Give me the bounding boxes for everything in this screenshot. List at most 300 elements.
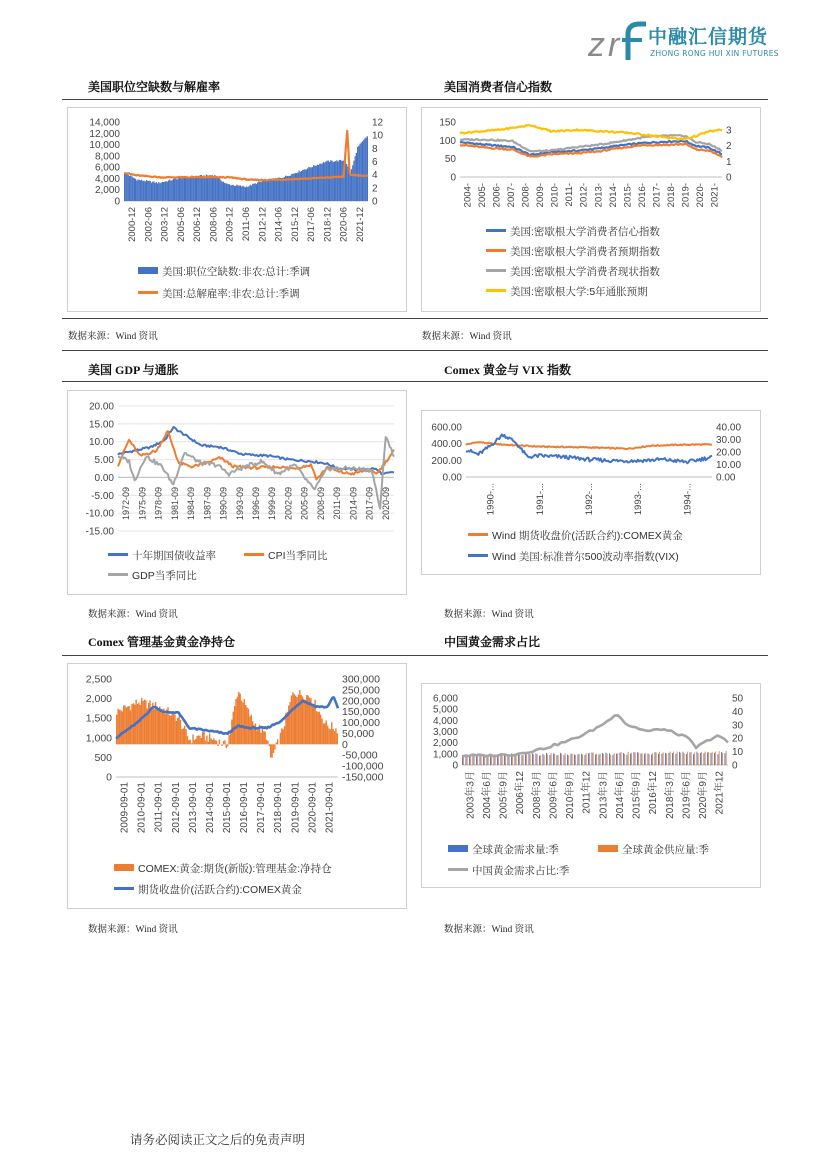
bar bbox=[181, 729, 182, 744]
x-tick-label: 2006年12 bbox=[515, 771, 527, 815]
bar bbox=[222, 182, 223, 201]
bar bbox=[366, 137, 367, 201]
bar bbox=[170, 716, 171, 745]
x-tick-label: 2003-12 bbox=[159, 207, 171, 242]
bar bbox=[185, 176, 186, 201]
bar bbox=[312, 167, 313, 201]
bar bbox=[205, 741, 206, 745]
bar bbox=[581, 754, 582, 765]
y-tick-label: 0 bbox=[452, 760, 458, 772]
bar bbox=[179, 177, 180, 201]
bar bbox=[588, 753, 589, 765]
x-tick-label: 1993-09 bbox=[234, 487, 245, 521]
bar bbox=[279, 178, 280, 201]
bar bbox=[252, 721, 253, 744]
bar bbox=[335, 728, 336, 744]
bar bbox=[175, 179, 176, 201]
bar bbox=[215, 740, 216, 744]
bar bbox=[187, 177, 188, 201]
y-tick-label: 0 bbox=[106, 771, 112, 784]
bar bbox=[169, 179, 170, 201]
bar bbox=[666, 754, 667, 765]
bar bbox=[582, 755, 583, 765]
y2-tick-label: 50,000 bbox=[342, 727, 375, 740]
bar bbox=[335, 161, 336, 201]
bar bbox=[308, 167, 309, 201]
bar bbox=[317, 165, 318, 201]
bar bbox=[246, 708, 247, 745]
x-tick-label: 2006- bbox=[491, 183, 503, 208]
bar bbox=[676, 754, 677, 765]
bar bbox=[363, 140, 364, 201]
x-tick-label: 2019-09-01 bbox=[290, 782, 302, 834]
bar bbox=[229, 184, 230, 201]
bar bbox=[184, 726, 185, 745]
bar bbox=[277, 178, 278, 201]
bar bbox=[536, 753, 537, 765]
y-tick-label: 2,000 bbox=[432, 738, 458, 750]
bar bbox=[213, 738, 214, 744]
bar bbox=[270, 744, 271, 757]
bar bbox=[165, 714, 166, 745]
bar bbox=[144, 181, 145, 201]
x-tick-label: 2014-06 bbox=[273, 207, 285, 242]
y2-tick-label: 6 bbox=[372, 157, 378, 168]
y-tick-label: 0 bbox=[114, 196, 120, 208]
bar bbox=[346, 164, 347, 201]
y2-tick-label: 30.00 bbox=[716, 435, 742, 446]
bar bbox=[156, 182, 157, 201]
bar bbox=[153, 709, 154, 744]
bar bbox=[146, 180, 147, 201]
bar bbox=[321, 719, 322, 745]
bar bbox=[353, 161, 354, 201]
bar bbox=[202, 176, 203, 201]
bar bbox=[602, 753, 603, 765]
bar bbox=[339, 160, 340, 201]
y2-tick-label: 10 bbox=[732, 747, 744, 759]
y2-tick-label: 0 bbox=[732, 760, 738, 772]
bar bbox=[208, 176, 209, 201]
bar bbox=[152, 182, 153, 201]
bar bbox=[658, 754, 659, 765]
y-tick-label: 5,000 bbox=[432, 704, 458, 716]
bar bbox=[141, 698, 142, 745]
x-tick-label: 2008-06 bbox=[208, 207, 220, 242]
bar bbox=[151, 708, 152, 745]
y2-tick-label: 20.00 bbox=[716, 447, 742, 459]
bar bbox=[670, 752, 671, 765]
bar bbox=[526, 753, 527, 765]
bar bbox=[191, 176, 192, 201]
bar bbox=[253, 184, 254, 201]
bar bbox=[201, 738, 202, 744]
x-tick-label: 2011- bbox=[564, 183, 576, 207]
bar bbox=[523, 754, 524, 765]
bar bbox=[529, 754, 530, 765]
bar bbox=[142, 181, 143, 201]
bar bbox=[303, 170, 304, 201]
bar bbox=[620, 753, 621, 765]
y-tick-label: 500 bbox=[94, 751, 112, 764]
x-tick-label: 2019- bbox=[680, 183, 692, 208]
y2-tick-label: -50,000 bbox=[342, 749, 378, 762]
chart-china-gold bbox=[422, 684, 760, 887]
x-tick-label: 2014-09-01 bbox=[204, 782, 216, 834]
bar bbox=[340, 160, 341, 201]
bar bbox=[149, 700, 150, 744]
bar bbox=[593, 753, 594, 765]
x-tick-label: 1994-... bbox=[682, 483, 694, 516]
y2-tick-label: 40 bbox=[732, 706, 744, 718]
bar bbox=[181, 178, 182, 201]
bar bbox=[195, 176, 196, 201]
x-tick-label: 2016- bbox=[636, 183, 648, 208]
bar bbox=[302, 170, 303, 201]
bar bbox=[148, 181, 149, 201]
bar bbox=[694, 752, 695, 765]
bar bbox=[129, 176, 130, 201]
bar bbox=[169, 715, 170, 744]
bar bbox=[206, 735, 207, 744]
bar bbox=[637, 752, 638, 765]
bar bbox=[251, 186, 252, 201]
bar bbox=[722, 753, 723, 765]
x-tick-label: 1990-09 bbox=[218, 487, 229, 521]
y2-tick-label: 2 bbox=[372, 183, 378, 195]
bar bbox=[467, 756, 468, 765]
bar bbox=[128, 175, 129, 201]
bar bbox=[553, 753, 554, 765]
bar bbox=[246, 187, 247, 201]
y-tick-label: 150 bbox=[439, 117, 456, 129]
bar bbox=[497, 756, 498, 765]
legend-label: Wind 期货收盘价(活跃合约):COMEX黄金 bbox=[492, 530, 683, 542]
series-line bbox=[466, 435, 712, 464]
x-tick-label: 2010-09-01 bbox=[136, 782, 148, 834]
bar bbox=[726, 751, 727, 765]
bar bbox=[291, 695, 292, 744]
bar bbox=[564, 755, 565, 765]
x-tick-label: 2014年6月 bbox=[614, 771, 626, 819]
bar bbox=[607, 754, 608, 765]
x-tick-label: 1996-09 bbox=[251, 487, 261, 521]
bar bbox=[305, 700, 306, 745]
bar bbox=[585, 755, 586, 765]
bar bbox=[328, 729, 329, 745]
bar bbox=[331, 722, 332, 744]
source-note: 数据来源：Wind 资讯 bbox=[88, 610, 178, 620]
bar bbox=[269, 744, 270, 746]
y2-tick-label: 0 bbox=[726, 172, 732, 184]
y2-tick-label: 30 bbox=[732, 720, 744, 732]
x-tick-label: 1978-09 bbox=[153, 487, 164, 521]
panel-title-gold-vix: Comex 黄金与 VIX 指数 bbox=[444, 363, 571, 377]
bar bbox=[327, 161, 328, 201]
bar bbox=[245, 187, 246, 201]
bar bbox=[665, 753, 666, 765]
x-tick-label: 2012-09-01 bbox=[170, 782, 182, 834]
bar bbox=[241, 187, 242, 201]
x-tick-label: 1992-... bbox=[584, 483, 595, 516]
bar bbox=[218, 177, 219, 201]
y-tick-label: 400.00 bbox=[431, 439, 462, 451]
bar bbox=[208, 742, 209, 744]
bar bbox=[126, 174, 127, 201]
x-tick-label: 2014-09 bbox=[348, 487, 359, 521]
chart-gdp-inflation bbox=[68, 391, 406, 594]
bar bbox=[705, 752, 706, 765]
y-tick-label: 2,000 bbox=[94, 185, 120, 197]
bar bbox=[226, 744, 227, 748]
bar bbox=[173, 712, 174, 745]
footer-disclaimer: 请务必阅读正文之后的免责声明 bbox=[130, 1133, 306, 1147]
y2-tick-label: 2 bbox=[726, 141, 732, 153]
bar bbox=[532, 753, 533, 765]
x-tick-label: 2006-12 bbox=[192, 207, 204, 242]
bar bbox=[274, 744, 275, 749]
bar bbox=[297, 173, 298, 201]
bar bbox=[270, 180, 271, 201]
x-tick-label: 2015年9月 bbox=[631, 771, 643, 819]
bar bbox=[627, 755, 628, 765]
bar bbox=[240, 185, 241, 201]
divider bbox=[62, 318, 768, 319]
bar bbox=[164, 182, 165, 201]
x-tick-label: 2008年3月 bbox=[531, 771, 543, 819]
bar bbox=[226, 184, 227, 201]
bar bbox=[350, 174, 351, 201]
legend-label: 全球黄金供应量:季 bbox=[622, 844, 709, 856]
divider bbox=[62, 350, 768, 351]
bar bbox=[631, 753, 632, 765]
bar bbox=[641, 753, 642, 765]
bar bbox=[176, 721, 177, 744]
bar bbox=[586, 753, 587, 765]
bar bbox=[233, 185, 234, 201]
bar bbox=[273, 744, 274, 753]
bar bbox=[537, 754, 538, 765]
bar bbox=[613, 755, 614, 765]
legend-label: GDP当季同比 bbox=[132, 570, 197, 582]
bar bbox=[162, 182, 163, 201]
bar bbox=[347, 166, 348, 201]
bar bbox=[268, 180, 269, 201]
bar bbox=[558, 755, 559, 765]
y-tick-label: 6,000 bbox=[432, 693, 458, 705]
x-tick-label: 2021-12 bbox=[354, 207, 366, 242]
x-tick-label: 2002-06 bbox=[143, 207, 155, 242]
bar bbox=[116, 715, 117, 745]
legend-label: 美国:总解雇率:非农:总计:季调 bbox=[162, 288, 300, 300]
bar bbox=[711, 753, 712, 765]
x-tick-label: 2018-09-01 bbox=[273, 782, 285, 834]
bar bbox=[330, 160, 331, 201]
bar bbox=[328, 161, 329, 201]
bar bbox=[336, 160, 337, 201]
bar bbox=[210, 738, 211, 744]
y-tick-label: 12,000 bbox=[89, 128, 120, 140]
bar bbox=[725, 753, 726, 765]
bar bbox=[248, 186, 249, 201]
y-tick-label: 10.00 bbox=[88, 437, 114, 449]
bar bbox=[592, 753, 593, 765]
bar bbox=[159, 706, 160, 744]
legend-swatch bbox=[598, 845, 618, 852]
bar bbox=[160, 709, 161, 745]
bar bbox=[367, 136, 368, 201]
x-tick-label: 2008-09 bbox=[315, 487, 326, 521]
y-tick-label: 4,000 bbox=[432, 715, 458, 727]
bar bbox=[572, 753, 573, 765]
y-tick-label: 10,000 bbox=[89, 140, 120, 152]
legend-label: COMEX:黄金:期货(新版):管理基金:净持仓 bbox=[138, 863, 332, 875]
bar bbox=[319, 712, 320, 745]
bar bbox=[192, 177, 193, 201]
y-tick-label: 1,000 bbox=[432, 749, 458, 761]
x-tick-label: 2009- bbox=[535, 183, 547, 208]
chart-frame-consumer-confidence bbox=[421, 107, 761, 312]
bar bbox=[202, 732, 203, 744]
x-tick-label: 2004年6月 bbox=[481, 771, 493, 819]
y-tick-label: 5.00 bbox=[94, 455, 114, 467]
bar bbox=[166, 710, 167, 745]
y2-tick-label: 0.00 bbox=[716, 472, 736, 484]
bar bbox=[463, 756, 464, 765]
bar bbox=[280, 733, 281, 745]
x-tick-label: 2000-12 bbox=[127, 207, 139, 242]
bar bbox=[359, 144, 360, 201]
bar bbox=[275, 178, 276, 201]
bar bbox=[292, 174, 293, 201]
bar bbox=[188, 740, 189, 744]
bar bbox=[338, 162, 339, 201]
bar bbox=[217, 744, 218, 746]
panel-title-gdp-inflation: 美国 GDP 与通胀 bbox=[88, 363, 179, 377]
series-line bbox=[466, 442, 712, 449]
x-tick-label: 1991-... bbox=[534, 483, 546, 516]
chart-frame-china-gold bbox=[421, 683, 761, 888]
bar bbox=[550, 755, 551, 765]
bar bbox=[174, 715, 175, 745]
divider bbox=[62, 655, 768, 656]
svg-text:z: z bbox=[588, 26, 605, 64]
y2-tick-label: 100,000 bbox=[342, 717, 380, 730]
y2-tick-label: 12 bbox=[372, 117, 384, 129]
bar bbox=[194, 740, 195, 744]
legend-label: CPI当季同比 bbox=[268, 550, 328, 562]
bar bbox=[519, 753, 520, 765]
bar bbox=[560, 753, 561, 765]
bar bbox=[177, 718, 178, 745]
bar bbox=[364, 138, 365, 201]
x-tick-label: 2016年12 bbox=[648, 771, 660, 815]
bar bbox=[147, 181, 148, 201]
bar bbox=[327, 726, 328, 745]
bar bbox=[230, 185, 231, 201]
bar bbox=[596, 754, 597, 765]
bar bbox=[324, 163, 325, 201]
x-tick-label: 2009-09-01 bbox=[119, 782, 131, 834]
bar bbox=[600, 754, 601, 765]
bar bbox=[242, 703, 243, 745]
bar bbox=[205, 176, 206, 201]
bar bbox=[652, 753, 653, 765]
bar bbox=[298, 170, 299, 201]
bar bbox=[659, 752, 660, 765]
bar bbox=[249, 716, 250, 744]
y-tick-label: 1,500 bbox=[85, 712, 112, 725]
bar bbox=[124, 173, 125, 201]
y2-tick-label: -100,000 bbox=[342, 760, 384, 773]
bar bbox=[125, 173, 126, 201]
bar bbox=[234, 186, 235, 201]
x-tick-label: 2014- bbox=[607, 183, 619, 208]
bar bbox=[294, 694, 295, 744]
bar bbox=[561, 754, 562, 765]
bar bbox=[157, 183, 158, 201]
legend-label: 美国:密歇根大学:5年通胀预期 bbox=[510, 286, 648, 298]
bar bbox=[334, 731, 335, 744]
bar bbox=[256, 184, 257, 201]
bar bbox=[690, 752, 691, 765]
bar bbox=[269, 179, 270, 201]
bar bbox=[554, 754, 555, 765]
bar bbox=[256, 730, 257, 744]
bar bbox=[184, 176, 185, 201]
x-tick-label: 2005- bbox=[476, 183, 488, 208]
bar bbox=[213, 176, 214, 201]
bar bbox=[337, 733, 338, 744]
bar bbox=[276, 742, 277, 744]
x-tick-label: 2021-09-01 bbox=[324, 782, 336, 834]
x-tick-label: 2003年3月 bbox=[465, 771, 477, 819]
bar bbox=[221, 744, 222, 746]
bar bbox=[189, 177, 190, 201]
chart-gold-vix bbox=[422, 411, 760, 574]
bar bbox=[645, 753, 646, 765]
bar bbox=[137, 180, 138, 201]
bar bbox=[655, 752, 656, 765]
y-tick-label: 6,000 bbox=[94, 162, 120, 174]
x-tick-label: 2009-12 bbox=[224, 207, 236, 242]
bar bbox=[546, 753, 547, 765]
y-tick-label: 100 bbox=[439, 135, 456, 147]
bar bbox=[158, 708, 159, 744]
bar bbox=[324, 723, 325, 744]
bar bbox=[317, 712, 318, 744]
x-tick-label: 1993-... bbox=[633, 483, 645, 516]
x-tick-label: 2016-09-01 bbox=[239, 782, 251, 834]
bar bbox=[298, 695, 299, 745]
bar bbox=[257, 183, 258, 201]
bar bbox=[707, 753, 708, 765]
bar bbox=[212, 740, 213, 744]
y2-tick-label: 4 bbox=[372, 170, 378, 182]
bar bbox=[258, 729, 259, 745]
bar bbox=[242, 186, 243, 201]
bar bbox=[515, 755, 516, 765]
bar bbox=[219, 178, 220, 201]
bar bbox=[313, 165, 314, 201]
x-tick-label: 2020-09-01 bbox=[307, 782, 319, 834]
x-tick-label: 2018年3月 bbox=[664, 771, 676, 819]
y2-tick-label: 10 bbox=[372, 130, 384, 142]
x-tick-label: 1984-09 bbox=[186, 487, 197, 521]
bar bbox=[209, 733, 210, 744]
bar bbox=[719, 751, 720, 765]
x-tick-label: 2005年9月 bbox=[498, 771, 510, 819]
